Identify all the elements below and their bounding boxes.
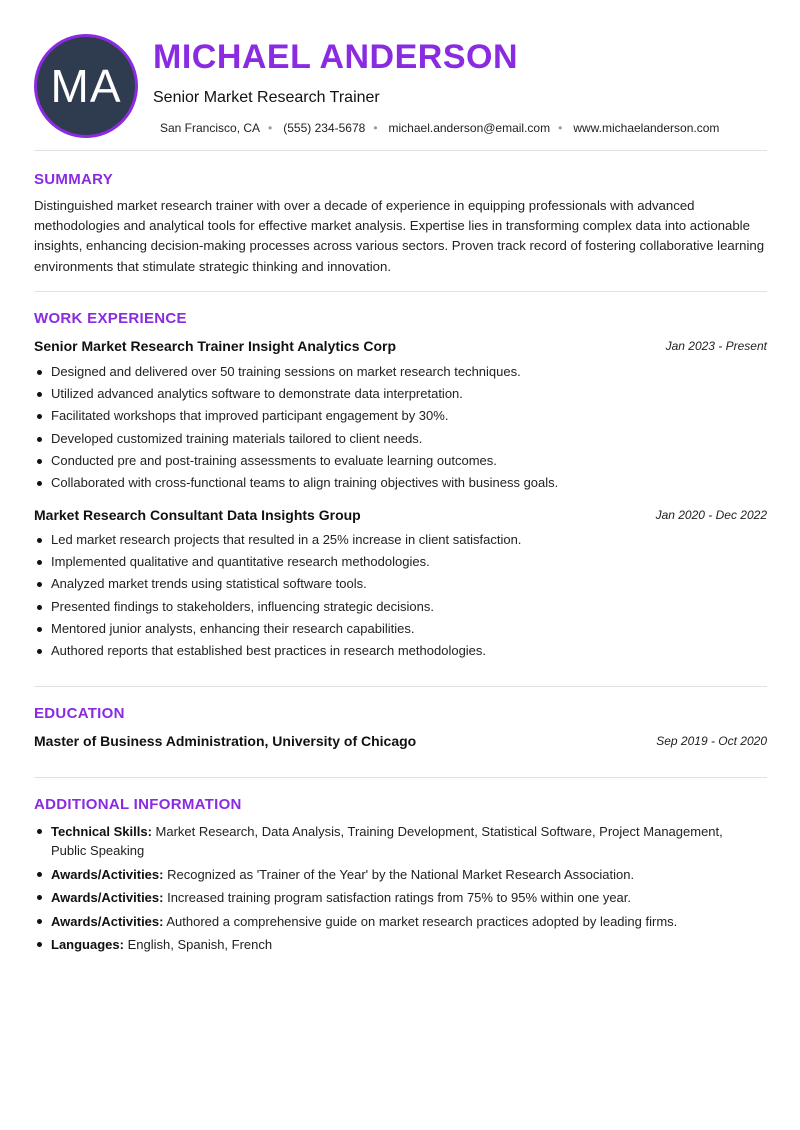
- divider: [34, 777, 767, 778]
- info-label: Languages:: [51, 937, 124, 952]
- summary-heading: SUMMARY: [34, 171, 114, 188]
- job-title: Market Research Consultant Data Insights Group: [34, 507, 361, 523]
- contact-email[interactable]: michael.anderson@email.com: [388, 121, 551, 135]
- job-bullet-list: [34, 529, 767, 662]
- list-item: Led market research projects that resulted in a 25% increase in client satisfaction.: [34, 529, 767, 551]
- list-item: Mentored junior analysts, enhancing their research capabilities.: [34, 618, 767, 640]
- info-label: Awards/Activities:: [51, 866, 164, 882]
- degree-title: Master of Business Administration, University of Chicago: [34, 733, 417, 749]
- info-label: Technical Skills:: [51, 824, 152, 839]
- candidate-role: Senior Market Research Trainer: [153, 89, 380, 106]
- separator-dot-icon: •: [268, 121, 273, 135]
- separator-dot-icon: •: [558, 121, 563, 135]
- list-item: [34, 822, 754, 860]
- education-heading: EDUCATION: [34, 705, 125, 722]
- candidate-name: MICHAEL ANDERSON: [153, 38, 519, 76]
- list-item: Developed customized training materials tailored to client needs.: [34, 428, 767, 450]
- job-header: [34, 338, 767, 358]
- list-item: Implemented qualitative and quantitative research methodologies.: [34, 551, 767, 573]
- list-item: Authored reports that established best practices in research methodologies.: [34, 640, 767, 662]
- list-item: [34, 888, 754, 907]
- job-dates: Jan 2023 - Present: [665, 339, 767, 353]
- list-item: [34, 935, 754, 954]
- contact-website[interactable]: www.michaelanderson.com: [573, 121, 720, 135]
- info-text: Increased training program satisfaction ratings from 75% to 95% within one year.: [167, 890, 631, 905]
- experience-heading: WORK EXPERIENCE: [34, 310, 187, 327]
- list-item: Analyzed market trends using statistical software tools.: [34, 573, 767, 595]
- job-dates: Jan 2020 - Dec 2022: [655, 508, 767, 522]
- list-item: Designed and delivered over 50 training sessions on market research techniques.: [34, 361, 767, 383]
- list-item: [34, 912, 754, 931]
- additional-heading: ADDITIONAL INFORMATION: [34, 796, 242, 813]
- job-header: [34, 507, 767, 527]
- education-dates: Sep 2019 - Oct 2020: [656, 734, 767, 748]
- list-item: Conducted pre and post-training assessments to evaluate learning outcomes.: [34, 450, 767, 472]
- divider: [34, 150, 767, 151]
- avatar: [34, 34, 138, 138]
- list-item: Utilized advanced analytics software to demonstrate data interpretation.: [34, 383, 767, 405]
- education-entry: [34, 733, 767, 753]
- additional-info-list: [34, 822, 754, 959]
- list-item: Collaborated with cross-functional teams to align training objectives with business goals.: [34, 472, 767, 494]
- separator-dot-icon: •: [373, 121, 378, 135]
- list-item: [34, 865, 754, 884]
- info-text: Authored a comprehensive guide on market research practices adopted by leading firms.: [166, 913, 678, 929]
- info-text: Market Research, Data Analysis, Training Development, Statistical Software, Project Management, Public Speaking: [51, 824, 723, 858]
- info-text: English, Spanish, French: [127, 937, 273, 952]
- summary-text: Distinguished market research trainer with over a decade of experience in equipping professionals with advanced methodologies and analytical tools for effective market analysis. Expertise lies in transforming complex data into actionable insights, enhancing decision-making processes across various sectors. Proven track record of fostering collaborative learning environments that stimulate strategic thinking and innovation.: [34, 198, 765, 274]
- info-text: Recognized as 'Trainer of the Year' by the National Market Research Association.: [167, 866, 635, 882]
- contact-line: [160, 121, 719, 135]
- job-title: Senior Market Research Trainer Insight Analytics Corp: [34, 338, 397, 354]
- divider: [34, 291, 767, 292]
- job-bullet-list: [34, 361, 767, 494]
- list-item: Facilitated workshops that improved participant engagement by 30%.: [34, 405, 767, 427]
- info-label: Awards/Activities:: [51, 890, 164, 905]
- contact-phone[interactable]: (555) 234-5678: [283, 121, 366, 135]
- info-label: Awards/Activities:: [51, 913, 164, 929]
- list-item: Presented findings to stakeholders, influencing strategic decisions.: [34, 596, 767, 618]
- divider: [34, 686, 767, 687]
- contact-location: San Francisco, CA: [160, 121, 261, 135]
- avatar-initials: MA: [50, 60, 122, 112]
